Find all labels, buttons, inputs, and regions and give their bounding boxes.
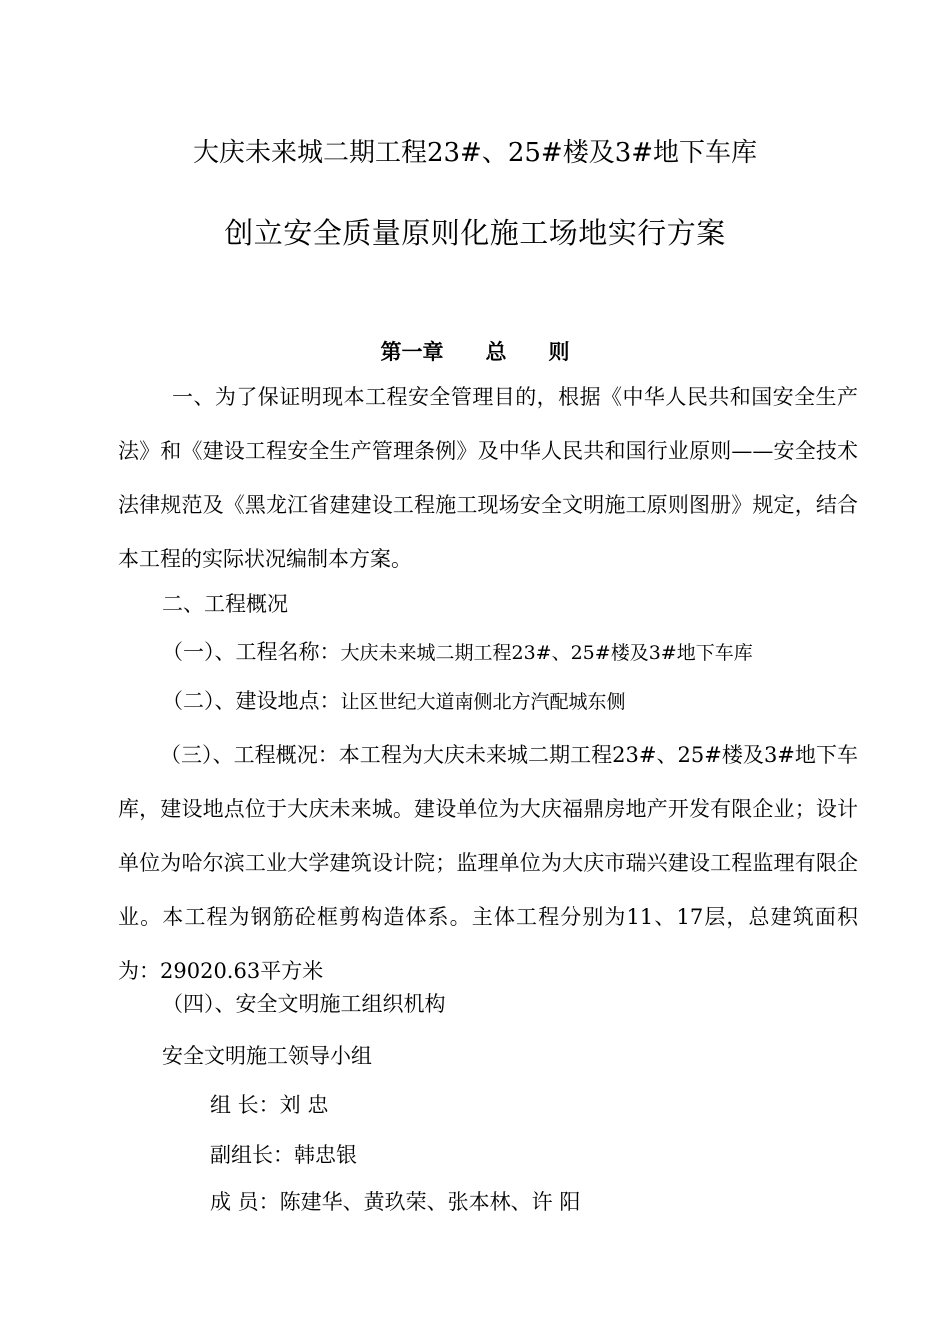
paragraph-purpose: 一、为了保证明现本工程安全管理目的，根据《中华人民共和国安全生产法》和《建设工程安全生产管理条例》及中华人民共和国行业原则——安全技术法律规范及《黑龙江省建建设工程施工现场安全文明施工原则图册》规定，结合本工程的实际状况编制本方案。 [118,385,858,571]
document-title-line2: 创立安全质量原则化施工场地实行方案 [224,216,726,250]
project-name-label: （一）、工程名称： [162,640,341,664]
project-name-value: 大庆未来城二期工程23#、25#楼及3#地下车库 [340,642,753,664]
organization-heading: （四）、安全文明施工组织机构 [162,992,446,1016]
project-location-value: 让区世纪大道南侧北方汽配城东侧 [340,691,626,713]
document-title-line1: 大庆未来城二期工程23#、25#楼及3#地下车库 [192,138,758,168]
project-location-item [162,685,626,715]
group-members: 成 员：陈建华、黄玖荣、张本林、许 阳 [210,1190,581,1214]
project-location-label: （二）、建设地点： [162,689,341,713]
deputy-leader: 副组长：韩忠银 [210,1143,357,1167]
group-leader: 组 长：刘 忠 [210,1093,329,1117]
chapter-heading: 第一章 总 则 [380,340,570,364]
leadership-group-title: 安全文明施工领导小组 [162,1044,372,1068]
project-name-item [162,636,753,666]
section-heading-project-overview: 二、工程概况 [162,592,288,616]
paragraph-project-summary: （三）、工程概况：本工程为大庆未来城二期工程23#、25#楼及3#地下车库，建设地点位于大庆未来城。建设单位为大庆福鼎房地产开发有限企业；设计单位为哈尔滨工业大学建筑设计院；监理单位为大庆市瑞兴建设工程监理有限企业。本工程为钢筋砼框剪构造体系。主体工程分别为11、17层，总建筑面积为：29020.63平方米 [118,743,858,983]
